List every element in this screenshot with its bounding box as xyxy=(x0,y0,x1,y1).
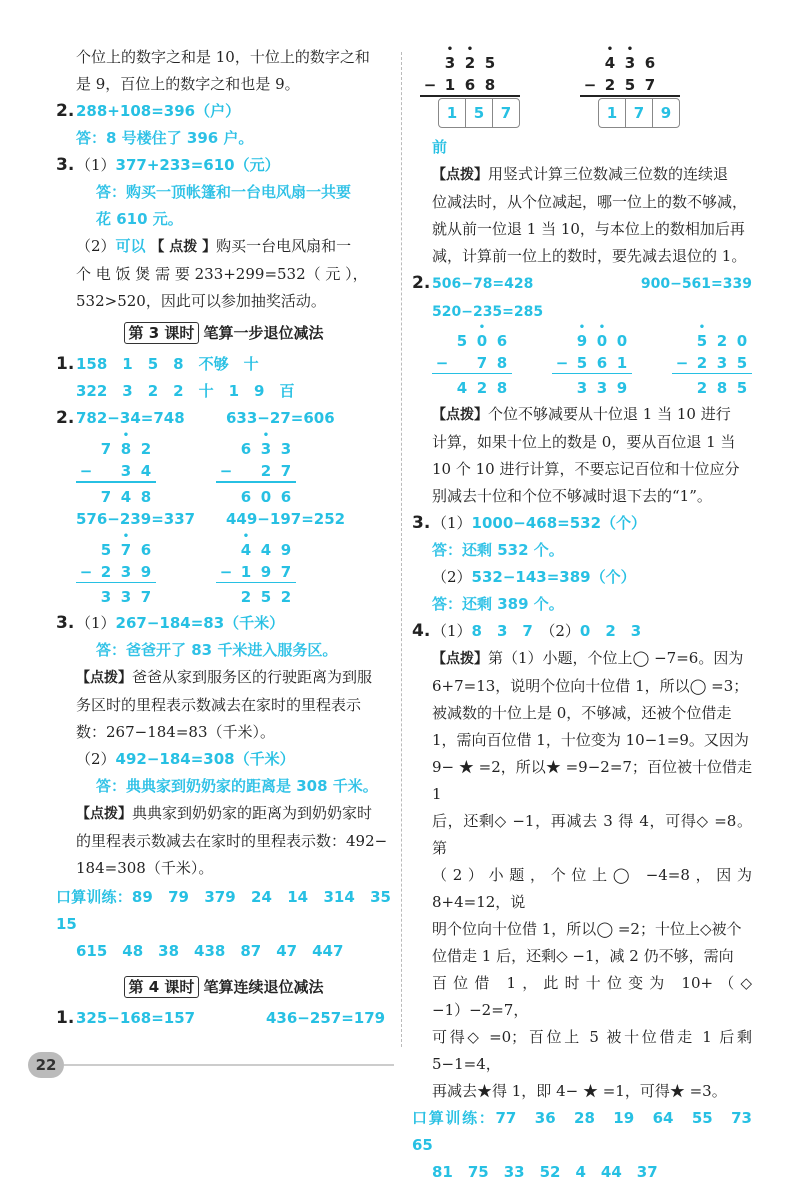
vertical-calc: 5 • 0 6 − 7 8 4 2 8 xyxy=(432,328,512,398)
oral-answers: 77 36 28 19 64 55 73 65 xyxy=(412,1109,768,1154)
question-number: 2. xyxy=(412,272,431,293)
part-label: （1） xyxy=(76,156,116,174)
tip-label: 【点拨】 xyxy=(432,166,488,183)
tip-text: 9− ★ =2，所以★ =9−2=7；百位被十位借走 1 xyxy=(432,758,752,803)
oral-label: 口算训练： xyxy=(56,888,132,906)
equation: 633−27=606 xyxy=(226,409,335,427)
question-number: 1. xyxy=(56,354,75,374)
vertical-calc: • 5 2 0 − 2 3 5 2 8 5 xyxy=(672,328,752,398)
lesson-title: 笔算一步退位减法 xyxy=(203,324,324,342)
lesson-3-header xyxy=(56,319,391,347)
lesson-title: 笔算连续退位减法 xyxy=(203,978,324,996)
equation: 492−184=308（千米） xyxy=(115,750,295,768)
equation: 576−239=337 xyxy=(76,509,196,528)
tip-text: 典典家到奶奶家的距离为到奶奶家时 xyxy=(132,804,373,822)
answer-boxes: 1 7 9 xyxy=(598,98,680,128)
question-number: 2. xyxy=(56,101,75,121)
vertical-calc: 6 • 3 3 − 2 7 6 0 6 xyxy=(216,436,296,506)
tip-text: 532>520，因此可以参加抽奖活动。 xyxy=(76,292,326,310)
question-number: 3. xyxy=(56,613,75,633)
tip-text: 就从前一位退 1 当 10，与本位上的数相加后再 xyxy=(432,219,745,238)
vertical-calc: • 4 4 9 − 1 9 7 2 5 2 xyxy=(216,537,296,607)
text-line: 是 9，百位上的数字之和也是 9。 xyxy=(76,75,300,93)
tip-text: 184=308（千米）。 xyxy=(76,859,214,877)
answer: 答：典典家到奶奶家的距离是 308 千米。 xyxy=(96,777,378,795)
vertical-calc-boxed: • 3 • 2 5 − 1 6 8 1 5 7 xyxy=(420,50,520,128)
oral-answers: 81 75 33 52 4 44 37 xyxy=(432,1163,658,1181)
tip-text: 个位不够减要从十位退 1 当 10 进行 xyxy=(488,405,731,423)
tip-text: 再减去★得 1，即 4− ★ =1，可得★ =3。 xyxy=(432,1082,727,1100)
answer: 答：购买一顶帐篷和一台电风扇一共要 xyxy=(96,183,352,201)
question-number: 3. xyxy=(412,513,431,533)
tip-text: 可得◇ =0；百位上 5 被十位借走 1 后剩 5−1=4， xyxy=(432,1028,752,1073)
equation: 436−257=179 xyxy=(266,1009,386,1027)
tip-text: （2）小题，个位上◯ −4=8，因为 8+4=12，说 xyxy=(432,866,752,911)
part-label: （2） xyxy=(76,237,116,255)
equation: 506−78=428 900−561=339 520−235=285 xyxy=(432,275,766,320)
answer: 前 xyxy=(432,137,448,156)
question-number: 2. xyxy=(56,408,75,428)
answer: 158 1 5 8 不够 十 xyxy=(76,355,259,373)
part-label: （2） xyxy=(432,568,472,586)
tip-label: 【点拨】 xyxy=(432,651,488,667)
text-line: 个位上的数字之和是 10，十位上的数字之和 xyxy=(76,48,370,66)
tip-text: 被减数的十位上是 0，不够减，还被个位借走 xyxy=(432,704,732,722)
equation: 267−184=83（千米） xyxy=(115,614,285,632)
tip-text: 第（1）小题，个位上◯ −7=6。因为 xyxy=(488,649,744,667)
question-number: 3. xyxy=(56,155,75,175)
tip-text: 的里程表示数减去在家时的里程表示数：492− xyxy=(76,832,388,850)
tip-text: 用竖式计算三位数减三位数的连续退 xyxy=(488,164,729,183)
lesson-box: 第 4 课时 xyxy=(124,976,200,998)
tip-text: 位借走 1 后，还剩◇ −1，减 2 仍不够，需向 xyxy=(432,947,734,965)
tip-text: 6+7=13，说明个位向十位借 1，所以◯ =3； xyxy=(432,677,749,695)
oral-answers: 89 79 379 24 14 314 35 15 xyxy=(56,888,407,933)
question-2 xyxy=(56,98,391,125)
tip-text: 个 电 饭 煲 需 要 233+299=532（ 元 ）， xyxy=(76,265,368,283)
answer-boxes: 1 5 7 xyxy=(438,98,520,128)
tip-text: 1，需向百位借 1，十位变为 10−1=9。又因为 xyxy=(432,731,749,749)
oral-answers: 615 48 38 438 87 47 447 xyxy=(76,942,344,960)
page-number: 22 xyxy=(28,1052,64,1078)
tip-label: 【点拨】 xyxy=(432,407,488,423)
right-column xyxy=(412,50,768,1186)
answer: 0 2 3 xyxy=(579,622,642,640)
part-label: （1） xyxy=(432,514,472,532)
tip-label: 【点拨】 xyxy=(76,806,132,822)
answer: 322 3 2 2 十 1 9 百 xyxy=(76,382,295,400)
oral-label: 口算训练： xyxy=(412,1109,496,1127)
tip-text: 减，计算前一位上的数时，要先减去退位的 1。 xyxy=(432,246,747,265)
equation: 377+233=610（元） xyxy=(115,156,280,174)
tip-text: 爸爸从家到服务区的行驶距离为到服 xyxy=(132,668,373,686)
equation: 449−197=252 xyxy=(226,509,346,528)
answer: 8 3 7 xyxy=(471,622,533,640)
lesson-box: 第 3 课时 xyxy=(124,322,200,344)
vertical-calc: • 9 • 0 0 − 5 6 1 3 3 9 xyxy=(552,328,632,398)
question-number: 1. xyxy=(56,1008,75,1028)
equation: 1000−468=532（个） xyxy=(471,514,647,532)
vertical-calc-boxed: • 4 • 3 6 − 2 5 7 1 7 9 xyxy=(580,50,680,128)
tip-label: 【 点拨 】 xyxy=(150,239,217,255)
tip-text: 位减法时，从个位减起，哪一位上的数不够减， xyxy=(432,192,748,211)
tip-text: 数：267−184=83（千米）。 xyxy=(76,723,275,741)
tip-text: 购买一台电风扇和一 xyxy=(216,237,352,255)
part-label: （2） xyxy=(547,622,580,640)
tip-text: 别减去十位和个位不够减时退下去的“1”。 xyxy=(432,487,712,505)
tip-text: 百位借 1，此时十位变为 10+（◇ −1）−2=7， xyxy=(432,974,752,1019)
part-label: （2） xyxy=(76,750,116,768)
tip-text: 务区时的里程表示数减去在家时的里程表示 xyxy=(76,696,362,714)
question-number: 4. xyxy=(412,621,431,641)
equation: 325−168=157 xyxy=(76,1009,196,1027)
tip-text: 后，还剩◇ −1，再减去 3 得 4，可得◇ =8。第 xyxy=(432,812,752,857)
tip-text: 明个位向十位借 1，所以◯ =2；十位上◇被个 xyxy=(432,920,742,938)
part-label: （1） xyxy=(432,622,472,640)
equation: 288+108=396（户） xyxy=(76,102,241,120)
tip-label: 【点拨】 xyxy=(76,670,132,686)
answer: 答：8 号楼住了 396 户。 xyxy=(76,129,254,147)
answer: 答：还剩 389 个。 xyxy=(432,595,564,613)
left-column xyxy=(56,44,407,1032)
answer: 花 610 元。 xyxy=(96,210,183,228)
vertical-calc: 5 • 7 6 − 2 3 9 3 3 7 xyxy=(76,537,156,607)
question-3 xyxy=(56,152,391,179)
answer: 答：爸爸开了 83 千米进入服务区。 xyxy=(96,641,338,659)
tip-text: 计算，如果十位上的数是 0，要从百位退 1 当 xyxy=(432,433,736,451)
equation: 782−34=748 xyxy=(76,409,185,427)
part-label: （1） xyxy=(76,614,116,632)
equation: 532−143=389（个） xyxy=(471,568,636,586)
lesson-4-header xyxy=(56,973,391,1001)
answer: 答：还剩 532 个。 xyxy=(432,541,564,559)
vertical-calc: 7 • 8 2 − 3 4 7 4 8 xyxy=(76,436,156,506)
answer: 可以 xyxy=(115,237,146,255)
tip-text: 10 个 10 进行计算，不要忘记百位和十位应分 xyxy=(432,460,740,478)
column-divider xyxy=(401,52,402,1047)
